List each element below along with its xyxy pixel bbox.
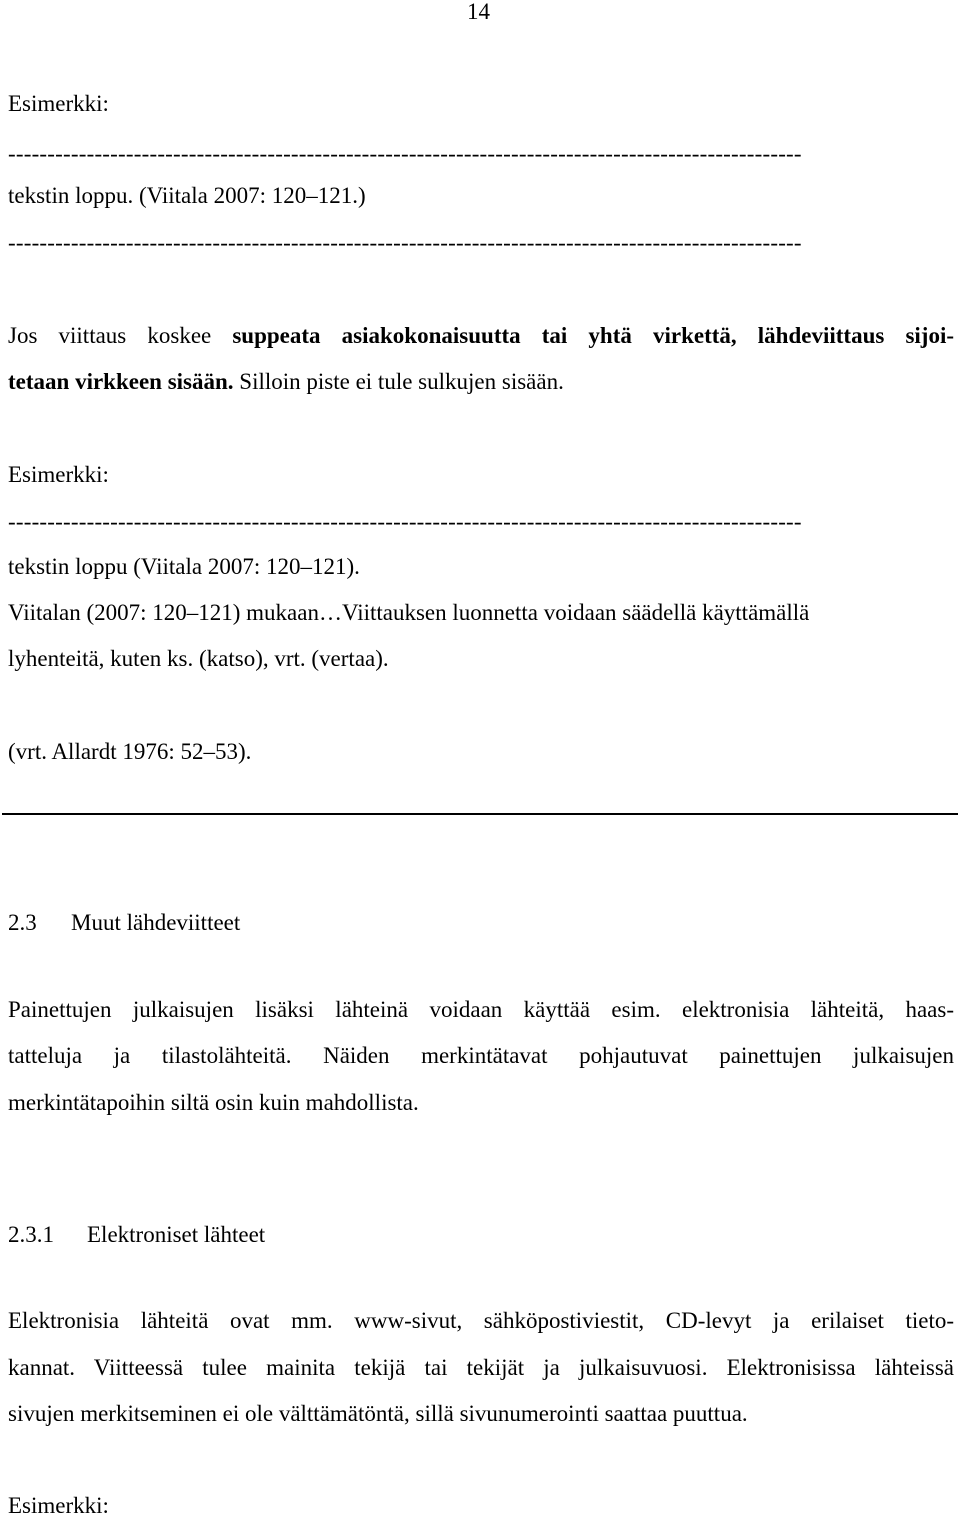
example-text-1: tekstin loppu. (Viitala 2007: 120–121.) xyxy=(8,183,366,208)
body-text-line: Painettujen julkaisujen lisäksi lähteinä voidaan käyttää esim. elektronisia lähteitä, haas- xyxy=(8,997,954,1022)
body-text-line: Elektronisia lähteitä ovat mm. www-sivut, sähköpostiviestit, CD-levyt ja erilaiset tieto- xyxy=(8,1308,954,1333)
body-text-line: merkintätapoihin siltä osin kuin mahdollista. xyxy=(8,1090,419,1115)
horizontal-rule xyxy=(2,813,958,815)
section-heading-2-3-1 xyxy=(8,1221,266,1249)
example-label-3: Esimerkki: xyxy=(8,1493,109,1518)
heading-text: Elektroniset lähteet xyxy=(87,1222,266,1247)
paragraph-line xyxy=(8,322,954,350)
dashed-separator-3: ----------------------------------------------------------------------------------------------------- xyxy=(8,509,802,534)
heading-number: 2.3.1 xyxy=(8,1222,54,1247)
example-label-2: Esimerkki: xyxy=(8,462,109,487)
paragraph-bold-text: tetaan virkkeen sisään. xyxy=(8,369,234,394)
paragraph-text: Silloin piste ei tule sulkujen sisään. xyxy=(233,369,564,394)
example-text-5: (vrt. Allardt 1976: 52–53). xyxy=(8,739,252,764)
page-number: 14 xyxy=(467,0,490,24)
dashed-separator-1: ----------------------------------------------------------------------------------------------------- xyxy=(8,141,802,166)
section-heading-2-3 xyxy=(8,909,241,937)
heading-number: 2.3 xyxy=(8,910,37,935)
heading-text: Muut lähdeviitteet xyxy=(71,910,241,935)
example-text-3: Viitalan (2007: 120–121) mukaan…Viittauksen luonnetta voidaan säädellä käyttämällä xyxy=(8,600,810,625)
example-label-1: Esimerkki: xyxy=(8,91,109,116)
body-text-line: kannat. Viitteessä tulee mainita tekijä tai tekijät ja julkaisuvuosi. Elektronisissa lähteissä xyxy=(8,1355,954,1380)
body-text-line: sivujen merkitseminen ei ole välttämätöntä, sillä sivunumerointi saattaa puuttua. xyxy=(8,1401,748,1426)
body-text-line: tatteluja ja tilastolähteitä. Näiden merkintätavat pohjautuvat painettujen julkaisujen xyxy=(8,1043,954,1068)
example-text-4: lyhenteitä, kuten ks. (katso), vrt. (vertaa). xyxy=(8,646,389,671)
paragraph-line xyxy=(8,368,564,396)
paragraph-text: Jos viittaus koskee xyxy=(8,323,233,348)
paragraph-bold-text: suppeata asiakokonaisuutta tai yhtä virkettä, lähdeviittaus sijoi- xyxy=(232,323,954,348)
dashed-separator-2: ----------------------------------------------------------------------------------------------------- xyxy=(8,230,802,255)
example-text-2: tekstin loppu (Viitala 2007: 120–121). xyxy=(8,554,360,579)
